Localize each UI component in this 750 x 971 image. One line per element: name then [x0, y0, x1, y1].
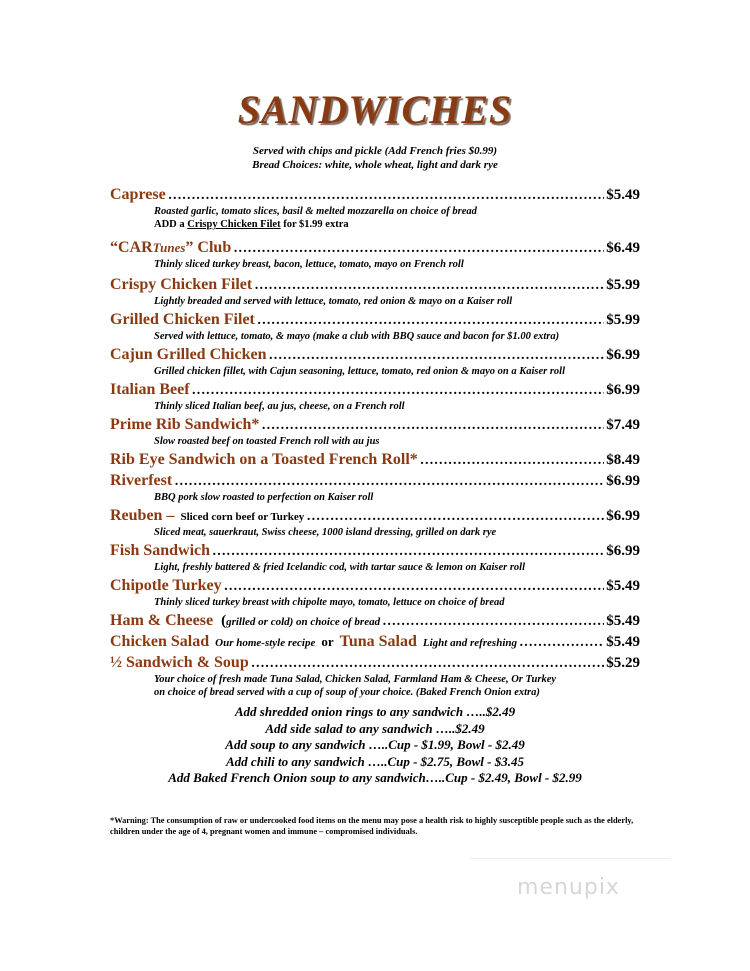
item-description: BBQ pork slow roasted to perfection on Kaiser roll [154, 492, 374, 503]
item-name: Prime Rib Sandwich* [110, 416, 260, 433]
leader-dots [251, 653, 605, 674]
item-price: $6.99 [606, 473, 640, 489]
menu-item-caprese [110, 184, 640, 231]
leader-dots [261, 415, 604, 436]
menu-item-crispy-chicken-filet [110, 274, 640, 308]
leader-dots [168, 185, 605, 206]
item-price: $5.99 [606, 277, 640, 293]
item-option: Our home-style recipe [215, 637, 316, 649]
leader-dots [254, 275, 604, 296]
menu-item-riverfest [110, 470, 640, 504]
add-on-line: Add Baked French Onion soup to any sandwich…..Cup - $2.49, Bowl - $2.99 [168, 770, 582, 785]
item-name: Chicken Salad [110, 633, 210, 650]
item-price: $6.99 [606, 508, 640, 524]
item-name: Ham & Cheese [110, 612, 214, 629]
item-option-alt: Light and refreshing [422, 637, 518, 649]
item-price: $5.49 [606, 187, 640, 203]
item-description-2: on choice of bread served with a cup of soup of your choice. (Baked French Onion extra) [154, 687, 540, 698]
item-description: Light, freshly battered & fried Icelandic cod, with tartar sauce & lemon on Kaiser roll [154, 562, 526, 573]
leader-dots [382, 611, 604, 632]
item-name: “CARTunes” Club [110, 239, 232, 256]
item-price: $5.99 [606, 312, 640, 328]
item-option-paren: ( [221, 613, 227, 629]
add-on-line: Add shredded onion rings to any sandwich …..$2.49 [234, 704, 516, 719]
item-price: $7.49 [606, 417, 640, 433]
leader-dots [224, 576, 605, 597]
health-warning: *Warning: The consumption of raw or undercooked food items on the menu may pose a health risk to highly susceptible people such as the elderly, children under the age of 4, pregnant women and immune – compromised individuals. [110, 816, 634, 836]
menu-item-rib-eye-sandwich [110, 449, 640, 470]
menu-item-italian-beef [110, 379, 640, 413]
leader-dots [519, 632, 604, 653]
item-name: Reuben – [110, 507, 175, 524]
item-description: Served with lettuce, tomato, & mayo (make a club with BBQ sauce and bacon for $1.00 extra) [154, 331, 560, 342]
item-name: Italian Beef [110, 381, 190, 398]
leader-dots [257, 310, 604, 331]
subtitle-sides: Served with chips and pickle (Add French fries $0.99) [252, 145, 498, 157]
menu-item-reuben [110, 505, 640, 539]
item-name: Crispy Chicken Filet [110, 276, 253, 293]
item-description: Roasted garlic, tomato slices, basil & melted mozzarella on choice of bread [154, 206, 477, 217]
item-option: Sliced corn beef or Turkey [180, 511, 305, 523]
item-description: Sliced meat, sauerkraut, Swiss cheese, 1000 island dressing, grilled on dark rye [154, 527, 497, 538]
menu-item-grilled-chicken-filet [110, 309, 640, 343]
leader-dots [268, 345, 604, 366]
item-price: $5.49 [606, 613, 640, 629]
item-price: $6.49 [606, 240, 640, 256]
leader-dots [420, 450, 604, 471]
item-price: $8.49 [606, 452, 640, 468]
item-name: Caprese [110, 186, 166, 203]
add-on-line: Add side salad to any sandwich …..$2.49 [265, 720, 485, 736]
item-name-alt: Tuna Salad [339, 633, 417, 650]
item-name: Riverfest [110, 472, 173, 489]
watermark-divider [470, 858, 670, 859]
leader-dots [192, 380, 605, 401]
menu-items [110, 184, 640, 699]
menu-item-cartunes-club [110, 237, 640, 271]
item-name: ½ Sandwich & Soup [110, 654, 249, 671]
item-name: Fish Sandwich [110, 542, 211, 559]
item-description: Thinly sliced turkey breast with chipolte mayo, tomato, lettuce on choice of bread [154, 597, 505, 608]
item-description: Thinly sliced Italian beef, au jus, cheese, on a French roll [154, 401, 405, 412]
item-addon: ADD a Crispy Chicken Filet for $1.99 extra [154, 219, 349, 230]
watermark-logo: menupix [517, 875, 620, 900]
menu-item-chipotle-turkey [110, 575, 640, 609]
item-price: $6.99 [606, 543, 640, 559]
page-title: SANDWICHES [237, 87, 513, 132]
subtitle-bread: Bread Choices: white, whole wheat, light and dark rye [252, 159, 498, 171]
addon-highlight: Crispy Chicken Filet [187, 219, 281, 230]
menu-item-ham-and-cheese [110, 610, 640, 631]
leader-dots [306, 506, 604, 527]
item-description: Lightly breaded and served with lettuce, tomato, red onion & mayo on a Kaiser roll [154, 296, 513, 307]
menu-item-chicken-tuna-salad [110, 631, 640, 652]
item-price: $5.29 [606, 655, 640, 671]
item-price: $6.99 [606, 347, 640, 363]
item-name: Grilled Chicken Filet [110, 311, 255, 328]
menu-item-cajun-grilled-chicken [110, 344, 640, 378]
leader-dots [174, 471, 604, 492]
leader-dots [233, 238, 604, 259]
add-on-line: Add soup to any sandwich …..Cup - $1.99, Bowl - $2.49 [225, 737, 525, 752]
item-option: grilled or cold) on choice of bread [226, 616, 381, 628]
menu-item-prime-rib-sandwich [110, 414, 640, 448]
add-ons-list [0, 704, 750, 787]
item-name: Rib Eye Sandwich on a Toasted French Roll* [110, 451, 418, 468]
item-price: $5.49 [606, 578, 640, 594]
item-description: Grilled chicken fillet, with Cajun seasoning, lettuce, tomato, red onion & mayo on a Kaiser roll [154, 366, 565, 377]
item-or: or [321, 634, 334, 649]
item-description: Your choice of fresh made Tuna Salad, Chicken Salad, Farmland Ham & Cheese, Or Turkey [154, 674, 557, 685]
item-name: Cajun Grilled Chicken [110, 346, 267, 363]
item-price: $5.49 [606, 634, 640, 650]
item-description: Thinly sliced turkey breast, bacon, lettuce, tomato, mayo on French roll [154, 259, 464, 270]
item-price: $6.99 [606, 382, 640, 398]
add-on-line: Add chili to any sandwich …..Cup - $2.75, Bowl - $3.45 [226, 753, 524, 769]
menu-item-fish-sandwich [110, 540, 640, 574]
item-description: Slow roasted beef on toasted French roll with au jus [154, 436, 380, 447]
item-name: Chipotle Turkey [110, 577, 222, 594]
menu-item-half-sandwich-soup [110, 652, 640, 699]
leader-dots [212, 541, 604, 562]
